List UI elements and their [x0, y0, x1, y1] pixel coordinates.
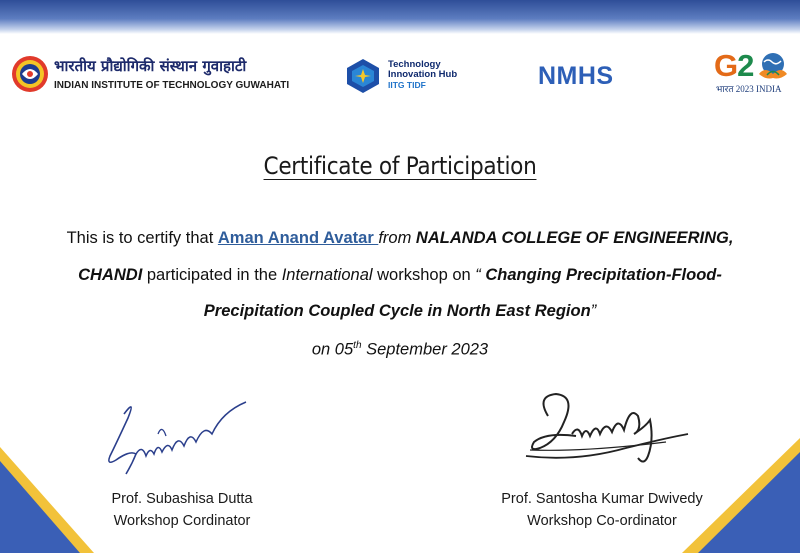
- signatory-role: Workshop Co-ordinator: [527, 513, 677, 529]
- iitg-hindi-name: भारतीय प्रौद्योगिकी संस्थान गुवाहाटी: [54, 57, 247, 75]
- tih-emblem-icon: [344, 58, 382, 94]
- open-quote: “: [475, 266, 486, 284]
- g20-lotus-globe-icon: [756, 50, 790, 82]
- date-ordinal: th: [353, 340, 362, 351]
- signatory-name: Prof. Santosha Kumar Dwivedy: [501, 491, 703, 507]
- participant-name: Aman Anand Avatar: [217, 229, 379, 247]
- signature-dutta: [96, 394, 256, 484]
- international-word: International: [281, 266, 373, 284]
- tih-line2: Innovation Hub: [388, 69, 458, 80]
- nmhs-logo: NMHS: [538, 62, 614, 90]
- signatory-role: Workshop Cordinator: [113, 513, 251, 529]
- tih-line1: Technology: [388, 59, 441, 70]
- signature-dwivedy: [516, 386, 696, 476]
- workshop-on: workshop on: [372, 266, 476, 284]
- from-word: from: [378, 229, 416, 247]
- college-name-part1: NALANDA COLLEGE OF ENGINEERING,: [415, 229, 734, 247]
- line2-mid: participated in the: [142, 266, 282, 284]
- line1-prefix: This is to certify that: [66, 229, 218, 247]
- date-prefix: on 05: [311, 340, 354, 359]
- college-name-part2: CHANDI: [78, 266, 143, 284]
- tih-logo: [344, 56, 474, 96]
- date-suffix: September 2023: [361, 340, 489, 359]
- certificate-title: Certificate of Participation: [263, 152, 537, 180]
- close-quote: ”: [590, 302, 597, 320]
- tih-line3: IITG TIDF: [388, 80, 426, 90]
- iitg-logo: [10, 54, 290, 98]
- top-gradient-band: [0, 0, 800, 34]
- corner-decoration-left: [0, 443, 100, 553]
- signatory-name: Prof. Subashisa Dutta: [111, 491, 253, 507]
- workshop-title-part2: Precipitation Coupled Cycle in North East Region: [203, 302, 591, 320]
- certificate-line-1: [0, 229, 800, 248]
- g20-wordmark: G2: [714, 48, 754, 83]
- g20-subtitle: भारत 2023 INDIA: [716, 84, 782, 94]
- iitg-english-name: INDIAN INSTITUTE OF TECHNOLOGY GUWAHATI: [54, 80, 290, 91]
- corner-decoration-right: [680, 438, 800, 553]
- certificate-line-2: [0, 266, 800, 285]
- iitg-emblem-icon: [10, 54, 50, 94]
- certificate-line-3: [0, 302, 800, 321]
- certificate-date: [0, 340, 800, 360]
- g20-logo: [712, 48, 794, 100]
- workshop-title-part1: Changing Precipitation-Flood-: [485, 266, 722, 284]
